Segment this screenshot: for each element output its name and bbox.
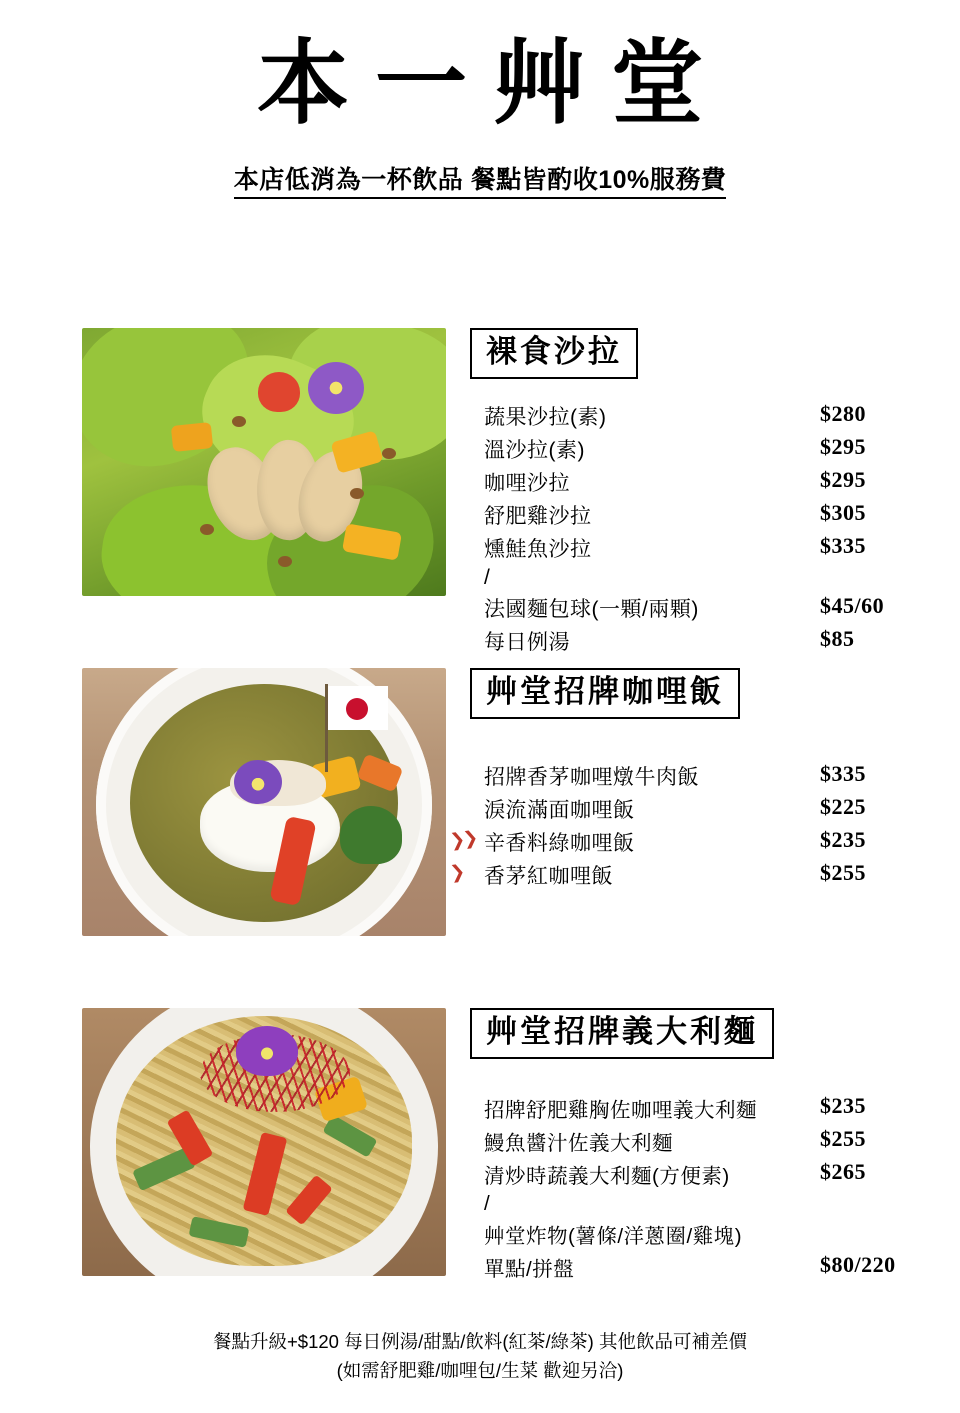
menu-item-name: 招牌舒肥雞胸佐咖哩義大利麵 [484,1098,757,1122]
menu-item-name: 鰻魚醬汁佐義大利麵 [484,1131,673,1155]
footer-line-extra: (如需舒肥雞/咖哩包/生菜 歡迎另洽) [336,1359,624,1381]
menu-item [484,434,940,464]
menu-item [484,401,940,431]
menu-item-name: 招牌香茅咖哩燉牛肉飯 [484,765,699,789]
menu-item [484,1126,940,1156]
chili-pepper-icon: ❯ [448,860,465,883]
menu-item-name: 舒肥雞沙拉 [484,504,592,528]
menu-item-name: 淚流滿面咖哩飯 [484,798,635,822]
menu-item [484,1093,940,1123]
menu-item-price: $255 [820,859,866,885]
menu-item-price: $255 [820,1125,866,1151]
menu-item [484,593,940,623]
menu-item-name: 清炒時蔬義大利麵(方便素) [484,1164,730,1188]
menu-item-price: $45/60 [820,592,885,618]
menu-item-price: $235 [820,826,866,852]
menu-item-name: 蔬果沙拉(素) [484,405,607,429]
curry-rice-photo [82,668,446,936]
menu-item [484,1159,940,1189]
menu-item-name: 單點/拼盤 [484,1257,575,1281]
chili-pepper-icon: ❯❯ [448,826,478,851]
pasta-item-list [470,1093,940,1282]
menu-divider-mark: / [484,1191,491,1215]
menu-item-price: $295 [820,466,866,492]
menu-item-price: $295 [820,433,866,459]
menu-item [484,1219,940,1249]
salad-item-list [470,401,940,656]
menu-divider [484,566,940,590]
section-heading-salad: 裸食沙拉 [470,328,638,379]
menu-item-price: $305 [820,499,866,525]
salad-photo [82,328,446,596]
menu-item-price: $235 [820,1092,866,1118]
menu-item [484,500,940,530]
menu-item-price: $335 [820,760,866,786]
footer-line-upgrade: 餐點升級+$120 每日例湯/甜點/飲料(紅茶/綠茶) 其他飲品可補差價 [213,1331,747,1352]
menu-item-name: 咖哩沙拉 [484,471,570,495]
curry-content [448,668,940,893]
menu-item-name: 溫沙拉(素) [484,438,585,462]
menu-item-price: $85 [820,625,855,651]
minimum-charge-notice-text: 本店低消為一杯飲品 餐點皆酌收10%服務費 [234,166,726,199]
menu-item-name: 每日例湯 [484,630,570,654]
menu-item-name: 法國麵包球(一顆/兩顆) [484,597,699,621]
menu-divider-mark: / [484,565,491,589]
menu-item [484,533,940,563]
menu-item-price: $335 [820,532,866,558]
menu-item-price: $225 [820,793,866,819]
menu-item [484,467,940,497]
menu-item [484,1252,940,1282]
menu-item-price: $265 [820,1158,866,1184]
menu-item [448,826,940,857]
section-heading-curry: 艸堂招牌咖哩飯 [470,668,740,719]
minimum-charge-notice [0,160,960,196]
menu-item [484,794,940,824]
menu-item-name: 艸堂炸物(薯條/洋蔥圈/雞塊) [484,1224,743,1248]
menu-item-price: $80/220 [820,1251,896,1277]
menu-item [484,761,940,791]
menu-footer-note [0,1328,960,1385]
section-heading-pasta: 艸堂招牌義大利麵 [470,1008,774,1059]
salad-content [470,328,940,659]
menu-item [448,859,940,890]
menu-item-name: 辛香料綠咖哩飯 [484,831,635,855]
pasta-photo [82,1008,446,1276]
curry-item-list [448,760,940,890]
pasta-content [470,1008,940,1285]
menu-item-name: 燻鮭魚沙拉 [484,537,592,561]
menu-item-name: 香茅紅咖哩飯 [484,864,613,888]
menu-item [484,626,940,656]
menu-divider [484,1192,940,1216]
menu-item-price: $280 [820,400,866,426]
restaurant-title: 本一艸堂 [256,33,729,135]
